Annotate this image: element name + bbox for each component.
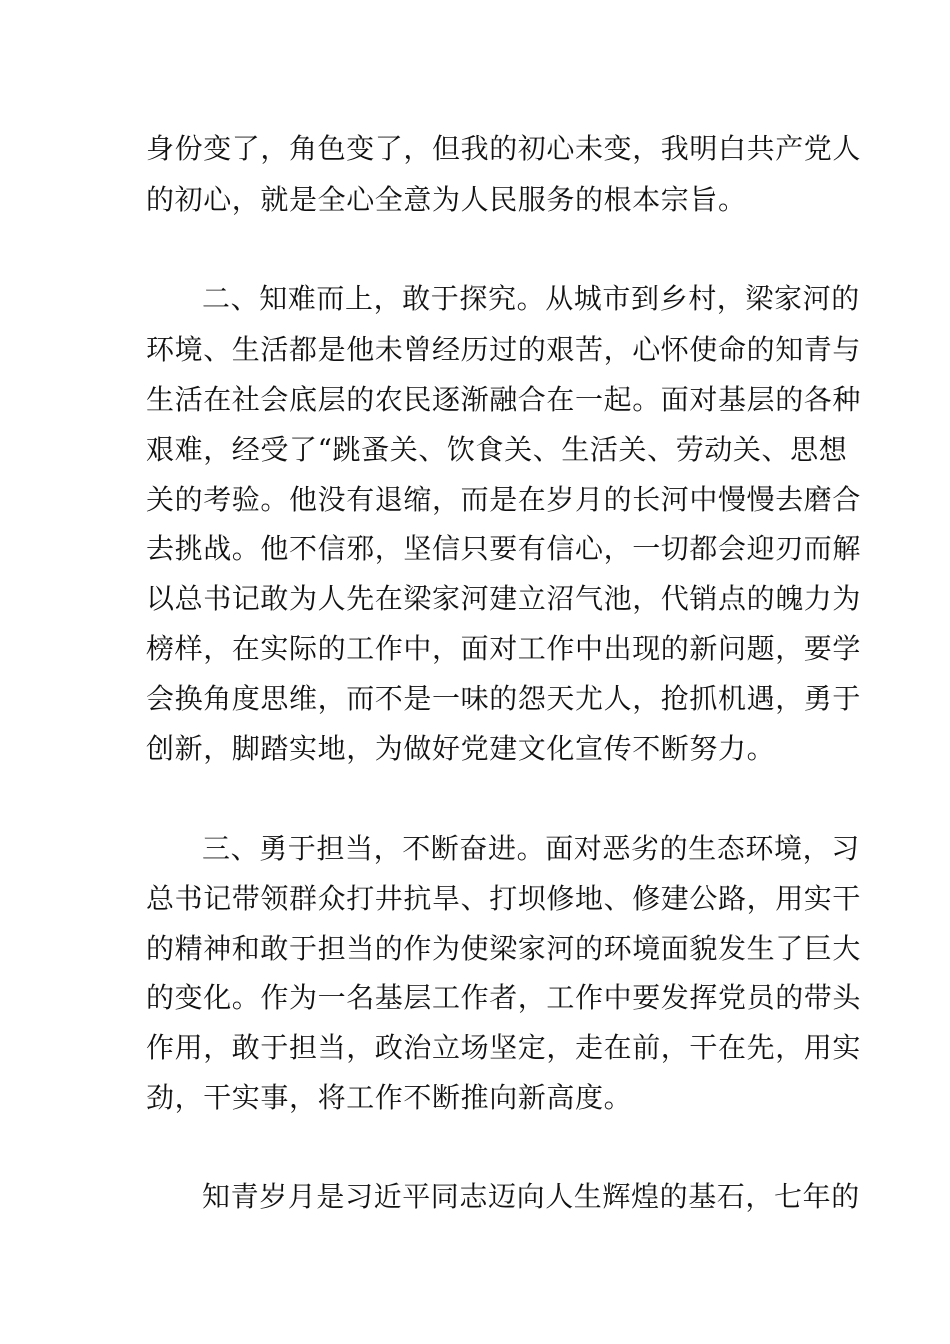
paragraph-2-line-3: 生活在社会底层的农民逐渐融合在一起。面对基层的各种 — [146, 383, 862, 416]
paragraph-3-line-5: 作用，敢于担当，政治立场坚定，走在前，干在先，用实 — [146, 1031, 862, 1064]
paragraph-2-line-6: 去挑战。他不信邪，坚信只要有信心，一切都会迎刃而解 — [146, 532, 862, 565]
paragraph-1-line-1: 身份变了，角色变了，但我的初心未变，我明白共产党人 — [146, 132, 862, 165]
paragraph-1-line-2: 的初心，就是全心全意为人民服务的根本宗旨。 — [146, 183, 747, 216]
paragraph-2-line-5: 关的考验。他没有退缩，而是在岁月的长河中慢慢去磨合 — [146, 483, 862, 516]
paragraph-2-line-8: 榜样，在实际的工作中，面对工作中出现的新问题，要学 — [146, 632, 862, 665]
paragraph-2-line-10: 创新，脚踏实地，为做好党建文化宣传不断努力。 — [146, 732, 776, 765]
paragraph-2-line-2: 环境、生活都是他未曾经历过的艰苦，心怀使命的知青与 — [146, 333, 862, 366]
paragraph-2-line-1: 二、知难而上，敢于探究。从城市到乡村，梁家河的 — [202, 282, 860, 315]
paragraph-3-line-3: 的精神和敢于担当的作为使梁家河的环境面貌发生了巨大 — [146, 932, 862, 965]
paragraph-4-line-1: 知青岁月是习近平同志迈向人生辉煌的基石，七年的 — [202, 1180, 860, 1213]
paragraph-2-line-9: 会换角度思维，而不是一味的怨天尤人，抢抓机遇，勇于 — [146, 682, 862, 715]
paragraph-3-line-6: 劲，干实事，将工作不断推向新高度。 — [146, 1081, 633, 1114]
paragraph-2-line-7: 以总书记敢为人先在梁家河建立沼气池，代销点的魄力为 — [146, 582, 862, 615]
paragraph-3-line-4: 的变化。作为一名基层工作者，工作中要发挥党员的带头 — [146, 981, 862, 1014]
paragraph-3-line-2: 总书记带领群众打井抗旱、打坝修地、修建公路，用实干 — [146, 882, 862, 915]
paragraph-3-line-1: 三、勇于担当，不断奋进。面对恶劣的生态环境，习 — [202, 832, 860, 865]
paragraph-2-line-4: 艰难，经受了“跳蚤关、饮食关、生活关、劳动关、思想 — [146, 433, 848, 466]
